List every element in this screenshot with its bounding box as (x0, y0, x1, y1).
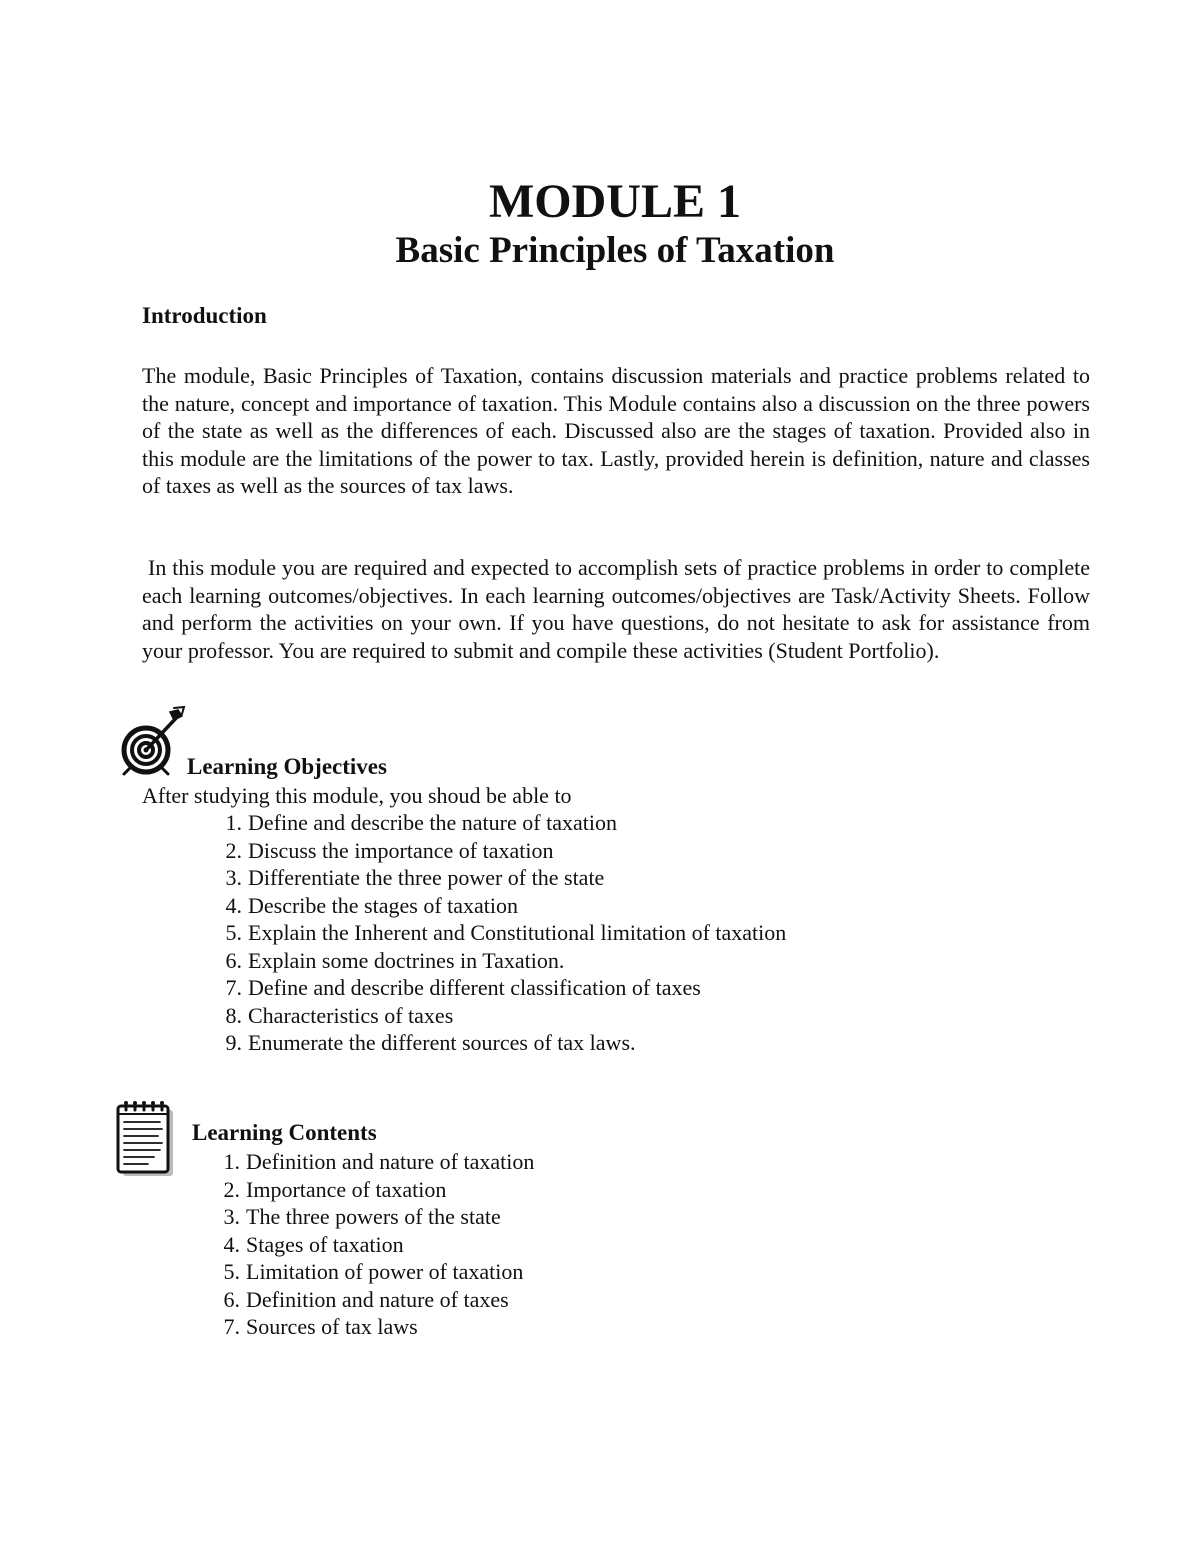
list-item-number: 2. (223, 1176, 240, 1202)
list-item-number: 8. (225, 1002, 242, 1028)
objective-item (225, 1029, 786, 1057)
list-item-text: Limitation of power of taxation (246, 1259, 524, 1284)
content-item (223, 1231, 534, 1259)
content-item (223, 1286, 534, 1314)
objective-item (225, 1002, 786, 1030)
list-item-number: 3. (225, 865, 242, 890)
list-item-number: 4. (225, 892, 242, 918)
list-item-text: Importance of taxation (246, 1176, 447, 1202)
list-item-text: Definition and nature of taxes (246, 1286, 509, 1312)
content-item (223, 1258, 534, 1286)
learning-objectives-heading: Learning Objectives (187, 754, 387, 779)
list-item-number: 4. (223, 1231, 240, 1257)
list-item-text: Define and describe different classification of taxes (248, 975, 701, 1000)
learning-objectives-list (225, 809, 787, 1057)
list-item-text: Sources of tax laws (246, 1314, 418, 1339)
list-item-number: 2. (225, 837, 242, 863)
list-item-number: 6. (223, 1286, 240, 1312)
list-item-text: The three powers of the state (246, 1204, 501, 1229)
list-item-text: Definition and nature of taxation (246, 1149, 535, 1174)
list-item-text: Discuss the importance of taxation (248, 837, 554, 863)
list-item-number: 1. (223, 1149, 240, 1174)
introduction-heading: Introduction (142, 303, 267, 328)
learning-objectives-lead: After studying this module, you shoud be able to (142, 783, 572, 808)
objective-item (225, 837, 786, 865)
objective-item (225, 892, 786, 920)
list-item-number: 1. (225, 810, 242, 835)
content-item (223, 1203, 534, 1231)
learning-contents-list (223, 1148, 535, 1341)
list-item-text: Describe the stages of taxation (248, 892, 519, 918)
learning-contents-heading: Learning Contents (192, 1120, 377, 1145)
list-item-number: 3. (223, 1204, 240, 1229)
introduction-paragraph-2: In this module you are required and expected to accomplish sets of practice problems in order to complete each learning outcomes/objectives. In each learning outcomes/objectives are Task/Activity Sheets. Follow and perform the activities on your own. If you have questions, do not hesitate to ask for assistance from your professor. You are required to submit and compile these activities (Student Portfolio). (142, 555, 1090, 663)
target-icon (116, 706, 188, 776)
page-subtitle: Basic Principles of Taxation (395, 230, 835, 271)
introduction-paragraph-1: The module, Basic Principles of Taxation, contains discussion materials and practice problems related to the nature, concept and importance of taxation. This Module contains also a discussion on the three powers of the state as well as the differences of each. Discussed also are the stages of taxation. Provided also in this module are the limitations of the power to tax. Lastly, provided herein is definition, nature and classes of taxes as well as the sources of tax laws. (142, 363, 1090, 498)
list-item-number: 9. (225, 1030, 242, 1055)
objective-item (225, 919, 787, 947)
list-item-text: Explain the Inherent and Constitutional limitation of taxation (248, 920, 787, 945)
objective-item (225, 809, 786, 837)
content-item (223, 1176, 534, 1204)
content-item (223, 1148, 535, 1176)
list-item-text: Enumerate the different sources of tax laws. (248, 1030, 636, 1055)
list-item-number: 5. (225, 920, 242, 945)
list-item-number: 6. (225, 947, 242, 973)
list-item-text: Characteristics of taxes (248, 1002, 454, 1028)
objective-item (225, 974, 786, 1002)
objective-item (225, 864, 786, 892)
list-item-text: Differentiate the three power of the state (248, 865, 605, 890)
list-item-text: Explain some doctrines in Taxation. (248, 947, 565, 973)
list-item-number: 5. (223, 1259, 240, 1284)
notepad-icon (114, 1100, 178, 1180)
list-item-number: 7. (223, 1314, 240, 1339)
list-item-text: Stages of taxation (246, 1231, 404, 1257)
page-title: MODULE 1 (489, 175, 741, 228)
content-item (223, 1313, 534, 1341)
objective-item (225, 947, 786, 975)
list-item-text: Define and describe the nature of taxation (248, 810, 617, 835)
list-item-number: 7. (225, 975, 242, 1000)
